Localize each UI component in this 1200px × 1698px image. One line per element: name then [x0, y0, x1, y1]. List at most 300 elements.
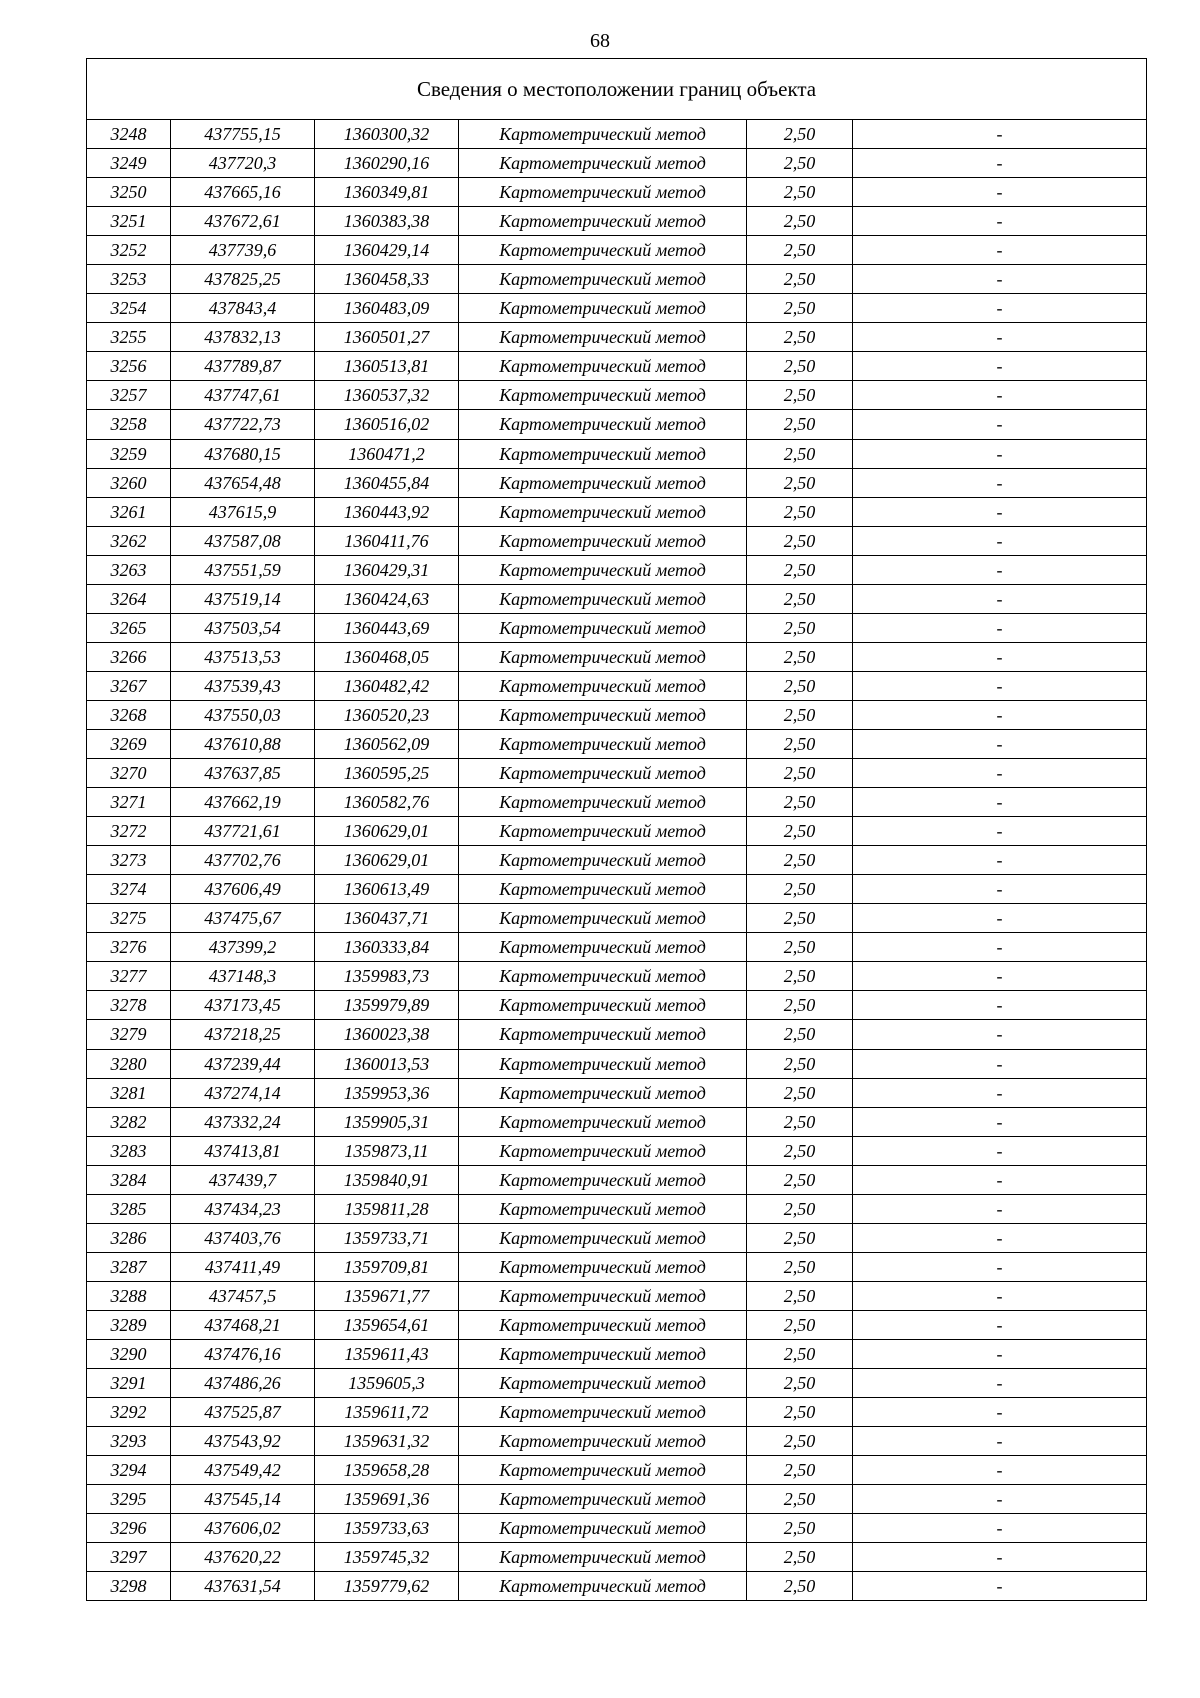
table-row	[87, 1049, 1147, 1078]
accuracy-cell: 2,50	[747, 759, 853, 788]
description-cell: -	[853, 817, 1147, 846]
y-coordinate-cell: 1360300,32	[315, 120, 459, 149]
accuracy-cell: 2,50	[747, 729, 853, 758]
x-coordinate-cell: 437332,24	[171, 1107, 315, 1136]
accuracy-cell: 2,50	[747, 1281, 853, 1310]
description-cell: -	[853, 1020, 1147, 1049]
method-cell: Картометрический метод	[459, 1339, 747, 1368]
point-number-cell: 3277	[87, 962, 171, 991]
description-cell: -	[853, 468, 1147, 497]
point-number-cell: 3298	[87, 1572, 171, 1601]
point-number-cell: 3275	[87, 904, 171, 933]
point-number-cell: 3286	[87, 1223, 171, 1252]
method-cell: Картометрический метод	[459, 759, 747, 788]
accuracy-cell: 2,50	[747, 1107, 853, 1136]
y-coordinate-cell: 1360458,33	[315, 265, 459, 294]
description-cell: -	[853, 642, 1147, 671]
description-cell: -	[853, 178, 1147, 207]
description-cell: -	[853, 671, 1147, 700]
accuracy-cell: 2,50	[747, 1427, 853, 1456]
point-number-cell: 3251	[87, 207, 171, 236]
point-number-cell: 3291	[87, 1369, 171, 1398]
x-coordinate-cell: 437545,14	[171, 1485, 315, 1514]
point-number-cell: 3287	[87, 1252, 171, 1281]
description-cell: -	[853, 613, 1147, 642]
method-cell: Картометрический метод	[459, 207, 747, 236]
point-number-cell: 3297	[87, 1543, 171, 1572]
page-number: 68	[590, 30, 610, 52]
table-row	[87, 1107, 1147, 1136]
method-cell: Картометрический метод	[459, 323, 747, 352]
accuracy-cell: 2,50	[747, 526, 853, 555]
table-row	[87, 1281, 1147, 1310]
table-row	[87, 1020, 1147, 1049]
accuracy-cell: 2,50	[747, 439, 853, 468]
description-cell: -	[853, 788, 1147, 817]
point-number-cell: 3268	[87, 700, 171, 729]
description-cell: -	[853, 729, 1147, 758]
description-cell: -	[853, 700, 1147, 729]
table-row	[87, 236, 1147, 265]
table-row	[87, 729, 1147, 758]
y-coordinate-cell: 1360483,09	[315, 294, 459, 323]
accuracy-cell: 2,50	[747, 613, 853, 642]
description-cell: -	[853, 352, 1147, 381]
description-cell: -	[853, 323, 1147, 352]
description-cell: -	[853, 410, 1147, 439]
table-row	[87, 788, 1147, 817]
method-cell: Картометрический метод	[459, 729, 747, 758]
point-number-cell: 3250	[87, 178, 171, 207]
method-cell: Картометрический метод	[459, 1194, 747, 1223]
description-cell: -	[853, 1107, 1147, 1136]
x-coordinate-cell: 437525,87	[171, 1398, 315, 1427]
x-coordinate-cell: 437631,54	[171, 1572, 315, 1601]
description-cell: -	[853, 933, 1147, 962]
x-coordinate-cell: 437173,45	[171, 991, 315, 1020]
description-cell: -	[853, 294, 1147, 323]
y-coordinate-cell: 1359840,91	[315, 1165, 459, 1194]
point-number-cell: 3281	[87, 1078, 171, 1107]
table-row	[87, 1514, 1147, 1543]
point-number-cell: 3256	[87, 352, 171, 381]
description-cell: -	[853, 526, 1147, 555]
x-coordinate-cell: 437665,16	[171, 178, 315, 207]
point-number-cell: 3282	[87, 1107, 171, 1136]
method-cell: Картометрический метод	[459, 1281, 747, 1310]
y-coordinate-cell: 1359745,32	[315, 1543, 459, 1572]
method-cell: Картометрический метод	[459, 1543, 747, 1572]
point-number-cell: 3266	[87, 642, 171, 671]
x-coordinate-cell: 437606,49	[171, 875, 315, 904]
table-row	[87, 1078, 1147, 1107]
y-coordinate-cell: 1360290,16	[315, 149, 459, 178]
y-coordinate-cell: 1360537,32	[315, 381, 459, 410]
method-cell: Картометрический метод	[459, 120, 747, 149]
description-cell: -	[853, 555, 1147, 584]
table-row	[87, 1572, 1147, 1601]
table-row	[87, 875, 1147, 904]
point-number-cell: 3249	[87, 149, 171, 178]
method-cell: Картометрический метод	[459, 555, 747, 584]
accuracy-cell: 2,50	[747, 1398, 853, 1427]
description-cell: -	[853, 1543, 1147, 1572]
description-cell: -	[853, 1165, 1147, 1194]
x-coordinate-cell: 437513,53	[171, 642, 315, 671]
point-number-cell: 3283	[87, 1136, 171, 1165]
y-coordinate-cell: 1360349,81	[315, 178, 459, 207]
point-number-cell: 3255	[87, 323, 171, 352]
accuracy-cell: 2,50	[747, 1456, 853, 1485]
table-row	[87, 817, 1147, 846]
accuracy-cell: 2,50	[747, 1252, 853, 1281]
y-coordinate-cell: 1360562,09	[315, 729, 459, 758]
x-coordinate-cell: 437615,9	[171, 497, 315, 526]
x-coordinate-cell: 437274,14	[171, 1078, 315, 1107]
point-number-cell: 3274	[87, 875, 171, 904]
description-cell: -	[853, 1223, 1147, 1252]
description-cell: -	[853, 1339, 1147, 1368]
point-number-cell: 3290	[87, 1339, 171, 1368]
accuracy-cell: 2,50	[747, 410, 853, 439]
description-cell: -	[853, 120, 1147, 149]
x-coordinate-cell: 437551,59	[171, 555, 315, 584]
description-cell: -	[853, 875, 1147, 904]
table-row	[87, 1310, 1147, 1339]
x-coordinate-cell: 437539,43	[171, 671, 315, 700]
x-coordinate-cell: 437720,3	[171, 149, 315, 178]
description-cell: -	[853, 1369, 1147, 1398]
description-cell: -	[853, 1194, 1147, 1223]
accuracy-cell: 2,50	[747, 671, 853, 700]
y-coordinate-cell: 1359873,11	[315, 1136, 459, 1165]
method-cell: Картометрический метод	[459, 1427, 747, 1456]
method-cell: Картометрический метод	[459, 846, 747, 875]
accuracy-cell: 2,50	[747, 1223, 853, 1252]
table-row	[87, 962, 1147, 991]
accuracy-cell: 2,50	[747, 1049, 853, 1078]
description-cell: -	[853, 991, 1147, 1020]
point-number-cell: 3265	[87, 613, 171, 642]
table-row	[87, 1485, 1147, 1514]
table-row	[87, 497, 1147, 526]
accuracy-cell: 2,50	[747, 788, 853, 817]
table-row	[87, 1369, 1147, 1398]
point-number-cell: 3252	[87, 236, 171, 265]
point-number-cell: 3267	[87, 671, 171, 700]
table-row	[87, 149, 1147, 178]
table-row	[87, 1223, 1147, 1252]
y-coordinate-cell: 1360613,49	[315, 875, 459, 904]
point-number-cell: 3260	[87, 468, 171, 497]
x-coordinate-cell: 437825,25	[171, 265, 315, 294]
x-coordinate-cell: 437672,61	[171, 207, 315, 236]
y-coordinate-cell: 1359605,3	[315, 1369, 459, 1398]
y-coordinate-cell: 1360516,02	[315, 410, 459, 439]
x-coordinate-cell: 437550,03	[171, 700, 315, 729]
method-cell: Картометрический метод	[459, 1136, 747, 1165]
point-number-cell: 3270	[87, 759, 171, 788]
accuracy-cell: 2,50	[747, 904, 853, 933]
method-cell: Картометрический метод	[459, 991, 747, 1020]
method-cell: Картометрический метод	[459, 1049, 747, 1078]
point-number-cell: 3292	[87, 1398, 171, 1427]
point-number-cell: 3248	[87, 120, 171, 149]
accuracy-cell: 2,50	[747, 1369, 853, 1398]
x-coordinate-cell: 437434,23	[171, 1194, 315, 1223]
method-cell: Картометрический метод	[459, 265, 747, 294]
y-coordinate-cell: 1360443,69	[315, 613, 459, 642]
accuracy-cell: 2,50	[747, 497, 853, 526]
method-cell: Картометрический метод	[459, 1223, 747, 1252]
x-coordinate-cell: 437662,19	[171, 788, 315, 817]
accuracy-cell: 2,50	[747, 846, 853, 875]
method-cell: Картометрический метод	[459, 526, 747, 555]
accuracy-cell: 2,50	[747, 468, 853, 497]
method-cell: Картометрический метод	[459, 1165, 747, 1194]
table-row	[87, 1252, 1147, 1281]
accuracy-cell: 2,50	[747, 381, 853, 410]
x-coordinate-cell: 437722,73	[171, 410, 315, 439]
table-row	[87, 323, 1147, 352]
x-coordinate-cell: 437747,61	[171, 381, 315, 410]
description-cell: -	[853, 1252, 1147, 1281]
point-number-cell: 3254	[87, 294, 171, 323]
description-cell: -	[853, 1572, 1147, 1601]
y-coordinate-cell: 1359953,36	[315, 1078, 459, 1107]
description-cell: -	[853, 207, 1147, 236]
x-coordinate-cell: 437475,67	[171, 904, 315, 933]
description-cell: -	[853, 1310, 1147, 1339]
accuracy-cell: 2,50	[747, 1078, 853, 1107]
x-coordinate-cell: 437503,54	[171, 613, 315, 642]
point-number-cell: 3293	[87, 1427, 171, 1456]
accuracy-cell: 2,50	[747, 642, 853, 671]
y-coordinate-cell: 1360455,84	[315, 468, 459, 497]
point-number-cell: 3273	[87, 846, 171, 875]
y-coordinate-cell: 1360629,01	[315, 817, 459, 846]
y-coordinate-cell: 1360023,38	[315, 1020, 459, 1049]
method-cell: Картометрический метод	[459, 642, 747, 671]
method-cell: Картометрический метод	[459, 149, 747, 178]
accuracy-cell: 2,50	[747, 207, 853, 236]
y-coordinate-cell: 1359691,36	[315, 1485, 459, 1514]
method-cell: Картометрический метод	[459, 1514, 747, 1543]
accuracy-cell: 2,50	[747, 991, 853, 1020]
x-coordinate-cell: 437610,88	[171, 729, 315, 758]
point-number-cell: 3280	[87, 1049, 171, 1078]
accuracy-cell: 2,50	[747, 875, 853, 904]
x-coordinate-cell: 437549,42	[171, 1456, 315, 1485]
method-cell: Картометрический метод	[459, 584, 747, 613]
description-cell: -	[853, 962, 1147, 991]
point-number-cell: 3261	[87, 497, 171, 526]
table-body	[87, 120, 1147, 1601]
point-number-cell: 3295	[87, 1485, 171, 1514]
x-coordinate-cell: 437476,16	[171, 1339, 315, 1368]
description-cell: -	[853, 265, 1147, 294]
method-cell: Картометрический метод	[459, 497, 747, 526]
x-coordinate-cell: 437755,15	[171, 120, 315, 149]
y-coordinate-cell: 1359983,73	[315, 962, 459, 991]
y-coordinate-cell: 1359654,61	[315, 1310, 459, 1339]
method-cell: Картометрический метод	[459, 1078, 747, 1107]
table-row	[87, 555, 1147, 584]
accuracy-cell: 2,50	[747, 323, 853, 352]
description-cell: -	[853, 236, 1147, 265]
method-cell: Картометрический метод	[459, 817, 747, 846]
accuracy-cell: 2,50	[747, 1194, 853, 1223]
y-coordinate-cell: 1360582,76	[315, 788, 459, 817]
x-coordinate-cell: 437468,21	[171, 1310, 315, 1339]
x-coordinate-cell: 437411,49	[171, 1252, 315, 1281]
table-row	[87, 352, 1147, 381]
table-row	[87, 1427, 1147, 1456]
accuracy-cell: 2,50	[747, 700, 853, 729]
x-coordinate-cell: 437486,26	[171, 1369, 315, 1398]
method-cell: Картометрический метод	[459, 933, 747, 962]
accuracy-cell: 2,50	[747, 1485, 853, 1514]
y-coordinate-cell: 1360429,14	[315, 236, 459, 265]
description-cell: -	[853, 1456, 1147, 1485]
accuracy-cell: 2,50	[747, 1514, 853, 1543]
point-number-cell: 3264	[87, 584, 171, 613]
description-cell: -	[853, 584, 1147, 613]
point-number-cell: 3288	[87, 1281, 171, 1310]
accuracy-cell: 2,50	[747, 120, 853, 149]
point-number-cell: 3296	[87, 1514, 171, 1543]
accuracy-cell: 2,50	[747, 149, 853, 178]
y-coordinate-cell: 1359631,32	[315, 1427, 459, 1456]
table-row	[87, 120, 1147, 149]
description-cell: -	[853, 1427, 1147, 1456]
y-coordinate-cell: 1360443,92	[315, 497, 459, 526]
description-cell: -	[853, 904, 1147, 933]
x-coordinate-cell: 437239,44	[171, 1049, 315, 1078]
x-coordinate-cell: 437403,76	[171, 1223, 315, 1252]
table-row	[87, 207, 1147, 236]
method-cell: Картометрический метод	[459, 1252, 747, 1281]
method-cell: Картометрический метод	[459, 439, 747, 468]
table-row	[87, 642, 1147, 671]
accuracy-cell: 2,50	[747, 1572, 853, 1601]
point-number-cell: 3278	[87, 991, 171, 1020]
x-coordinate-cell: 437789,87	[171, 352, 315, 381]
y-coordinate-cell: 1359658,28	[315, 1456, 459, 1485]
accuracy-cell: 2,50	[747, 933, 853, 962]
point-number-cell: 3262	[87, 526, 171, 555]
y-coordinate-cell: 1359733,63	[315, 1514, 459, 1543]
table-row	[87, 904, 1147, 933]
y-coordinate-cell: 1360437,71	[315, 904, 459, 933]
point-number-cell: 3253	[87, 265, 171, 294]
x-coordinate-cell: 437413,81	[171, 1136, 315, 1165]
method-cell: Картометрический метод	[459, 1485, 747, 1514]
accuracy-cell: 2,50	[747, 294, 853, 323]
point-number-cell: 3257	[87, 381, 171, 410]
table-row	[87, 1165, 1147, 1194]
y-coordinate-cell: 1360013,53	[315, 1049, 459, 1078]
table-row	[87, 526, 1147, 555]
y-coordinate-cell: 1359811,28	[315, 1194, 459, 1223]
method-cell: Картометрический метод	[459, 700, 747, 729]
table-row	[87, 294, 1147, 323]
description-cell: -	[853, 1398, 1147, 1427]
y-coordinate-cell: 1360629,01	[315, 846, 459, 875]
table-row	[87, 1194, 1147, 1223]
description-cell: -	[853, 497, 1147, 526]
x-coordinate-cell: 437654,48	[171, 468, 315, 497]
point-number-cell: 3272	[87, 817, 171, 846]
method-cell: Картометрический метод	[459, 178, 747, 207]
x-coordinate-cell: 437702,76	[171, 846, 315, 875]
method-cell: Картометрический метод	[459, 1398, 747, 1427]
accuracy-cell: 2,50	[747, 555, 853, 584]
accuracy-cell: 2,50	[747, 1020, 853, 1049]
boundary-table	[86, 58, 1147, 1601]
y-coordinate-cell: 1360429,31	[315, 555, 459, 584]
table-row	[87, 1543, 1147, 1572]
accuracy-cell: 2,50	[747, 1339, 853, 1368]
description-cell: -	[853, 1485, 1147, 1514]
y-coordinate-cell: 1360333,84	[315, 933, 459, 962]
x-coordinate-cell: 437439,7	[171, 1165, 315, 1194]
method-cell: Картометрический метод	[459, 962, 747, 991]
table-row	[87, 439, 1147, 468]
table-row	[87, 1339, 1147, 1368]
table-row	[87, 846, 1147, 875]
table-row	[87, 671, 1147, 700]
accuracy-cell: 2,50	[747, 1136, 853, 1165]
accuracy-cell: 2,50	[747, 817, 853, 846]
description-cell: -	[853, 1136, 1147, 1165]
y-coordinate-cell: 1359979,89	[315, 991, 459, 1020]
description-cell: -	[853, 439, 1147, 468]
point-number-cell: 3271	[87, 788, 171, 817]
point-number-cell: 3284	[87, 1165, 171, 1194]
x-coordinate-cell: 437606,02	[171, 1514, 315, 1543]
y-coordinate-cell: 1360383,38	[315, 207, 459, 236]
method-cell: Картометрический метод	[459, 904, 747, 933]
point-number-cell: 3259	[87, 439, 171, 468]
x-coordinate-cell: 437739,6	[171, 236, 315, 265]
accuracy-cell: 2,50	[747, 352, 853, 381]
table-row	[87, 613, 1147, 642]
table-row	[87, 381, 1147, 410]
table-row	[87, 468, 1147, 497]
point-number-cell: 3285	[87, 1194, 171, 1223]
y-coordinate-cell: 1359779,62	[315, 1572, 459, 1601]
method-cell: Картометрический метод	[459, 1020, 747, 1049]
y-coordinate-cell: 1359905,31	[315, 1107, 459, 1136]
method-cell: Картометрический метод	[459, 1369, 747, 1398]
method-cell: Картометрический метод	[459, 875, 747, 904]
method-cell: Картометрический метод	[459, 468, 747, 497]
method-cell: Картометрический метод	[459, 236, 747, 265]
x-coordinate-cell: 437543,92	[171, 1427, 315, 1456]
method-cell: Картометрический метод	[459, 788, 747, 817]
point-number-cell: 3269	[87, 729, 171, 758]
table-title: Сведения о местоположении границ объекта	[87, 59, 1147, 120]
y-coordinate-cell: 1359709,81	[315, 1252, 459, 1281]
y-coordinate-cell: 1360411,76	[315, 526, 459, 555]
method-cell: Картометрический метод	[459, 352, 747, 381]
table-row	[87, 1456, 1147, 1485]
x-coordinate-cell: 437587,08	[171, 526, 315, 555]
table-row	[87, 1398, 1147, 1427]
x-coordinate-cell: 437620,22	[171, 1543, 315, 1572]
point-number-cell: 3263	[87, 555, 171, 584]
